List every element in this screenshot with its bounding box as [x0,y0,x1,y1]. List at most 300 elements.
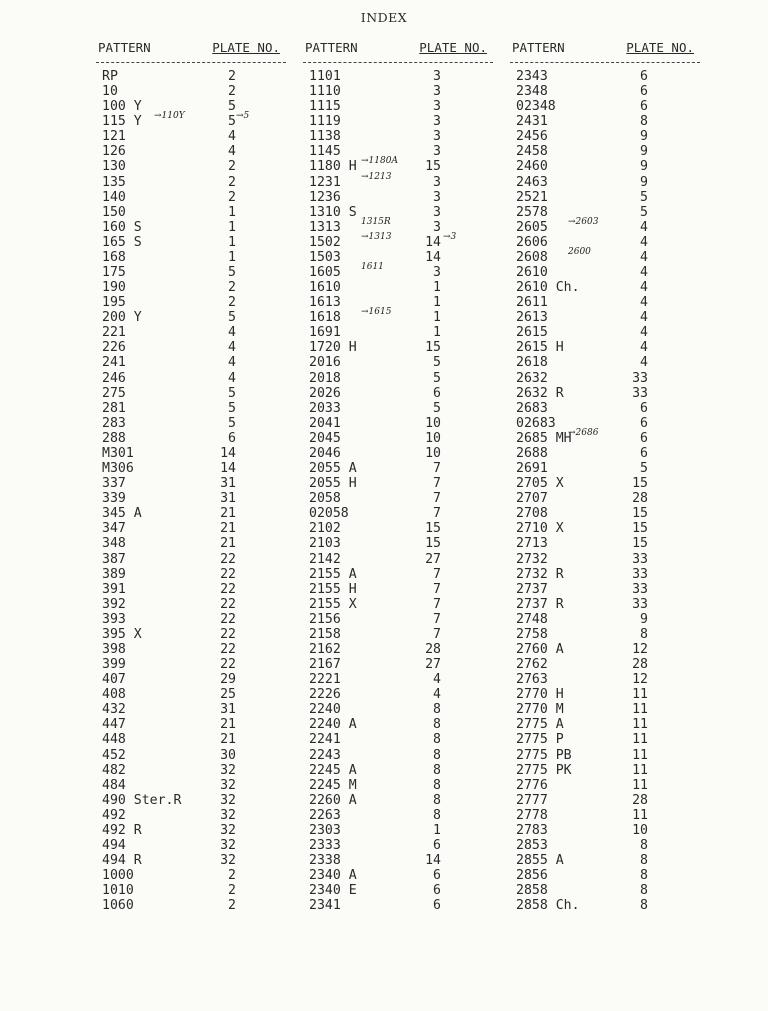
plate-number-value: 8 [640,114,648,130]
pattern-value: 2758 [516,626,548,642]
index-entry [303,205,493,220]
plate-number-value: 1 [228,234,236,250]
handwritten-annotation: →110Y [154,111,185,122]
plate-number-value: 2 [228,69,236,84]
plate-number-value: 11 [632,747,648,763]
plate-number-value: 11 [632,807,648,823]
pattern-value: 2340 A [309,868,357,884]
index-entry [303,883,493,898]
index-entry [303,190,493,205]
pattern-value: 1310 S [309,204,357,220]
plate-number-value: 7 [433,476,441,492]
index-entry [303,838,493,853]
index-entry [303,386,493,401]
plate-number-value: 9 [640,159,648,175]
plate-number-value: 11 [632,732,648,748]
plate-number-value: 10 [425,445,441,461]
plate-number-value: 4 [228,355,236,371]
plate-number-value: 11 [632,687,648,703]
index-entry [96,732,286,747]
pattern-value: 2578 [516,204,548,220]
plate-number-value: 15 [632,476,648,492]
index-entry [510,69,700,84]
pattern-value: 281 [102,400,126,416]
index-entry [303,159,493,174]
plate-number-value: 32 [220,762,236,778]
handwritten-annotation: 2600 [568,246,591,257]
pattern-value: 160 S [102,219,142,235]
plate-number-value: 5 [228,415,236,431]
pattern-value: 221 [102,325,126,341]
pattern-value: 2058 [309,491,341,507]
pattern-value: 1119 [309,114,341,130]
index-entry [510,190,700,205]
index-entry [510,627,700,642]
plate-number-value: 9 [640,611,648,627]
index-entry [303,340,493,355]
pattern-value: 140 [102,189,126,205]
pattern-value: 2615 [516,325,548,341]
plate-no-header: PLATE NO. [419,40,487,55]
index-entry [510,401,700,416]
plate-number-value: 10 [425,415,441,431]
plate-number-value: 10 [425,430,441,446]
column-header [96,40,286,63]
pattern-value: 2732 [516,551,548,567]
plate-number-value: 2 [228,295,236,311]
index-entry [303,702,493,717]
pattern-value: 337 [102,476,126,492]
pattern-value: 1115 [309,99,341,115]
plate-number-value: 28 [632,657,648,673]
pattern-value: 2142 [309,551,341,567]
pattern-value: 246 [102,370,126,386]
plate-number-value: 5 [640,461,648,477]
plate-number-value: 8 [640,626,648,642]
plate-number-value: 11 [632,777,648,793]
pattern-value: 1691 [309,325,341,341]
index-entry [510,612,700,627]
pattern-value: 2732 R [516,566,564,582]
index-entry [303,491,493,506]
plate-number-value: 25 [220,687,236,703]
index-entry [510,536,700,551]
index-entry [510,732,700,747]
index-entry [510,114,700,129]
plate-number-value: 5 [228,400,236,416]
pattern-value: 2608 [516,249,548,265]
pattern-value: 02058 [309,506,349,522]
index-entry [96,265,286,280]
pattern-value: 288 [102,430,126,446]
pattern-value: 2263 [309,807,341,823]
pattern-value: 2456 [516,129,548,145]
index-entry [510,853,700,868]
plate-number-value: 33 [632,385,648,401]
index-entry [96,552,286,567]
plate-number-value: 21 [220,536,236,552]
plate-number-value: 14 [425,853,441,869]
pattern-value: 2156 [309,611,341,627]
pattern-value: 2431 [516,114,548,130]
plate-number-value: 14 [425,249,441,265]
pattern-value: 195 [102,295,126,311]
plate-number-value: 1 [433,325,441,341]
plate-number-value: 15 [425,159,441,175]
plate-number-value: 4 [640,310,648,326]
pattern-value: 391 [102,581,126,597]
column-header [510,40,700,63]
plate-number-value: 1 [228,204,236,220]
index-entry [303,808,493,823]
pattern-value: 175 [102,265,126,281]
pattern-header: PATTERN [512,40,565,55]
pattern-value: 2243 [309,747,341,763]
plate-number-value: 9 [640,144,648,160]
plate-number-value: 6 [640,400,648,416]
index-entry [96,491,286,506]
index-entry [303,476,493,491]
pattern-value: 2016 [309,355,341,371]
plate-number-value: 21 [220,732,236,748]
index-entry [96,763,286,778]
pattern-value: 2632 [516,370,548,386]
pattern-value: 2737 [516,581,548,597]
index-entry [510,84,700,99]
pattern-value: 2155 X [309,596,357,612]
plate-number-value: 6 [433,868,441,884]
plate-number-value: 7 [433,596,441,612]
plate-number-value: 15 [425,340,441,356]
pattern-value: 2162 [309,641,341,657]
plate-number-value: 5 [228,265,236,281]
pattern-value: 2046 [309,445,341,461]
pattern-value: 2705 X [516,476,564,492]
handwritten-annotation: →3 [443,231,457,242]
index-entry [303,823,493,838]
plate-number-value: 8 [433,792,441,808]
index-column-3 [510,40,700,913]
index-entry [303,687,493,702]
index-entry [303,597,493,612]
plate-number-value: 8 [433,762,441,778]
plate-number-value: 2 [228,174,236,190]
pattern-value: 1236 [309,189,341,205]
plate-number-value: 8 [433,777,441,793]
pattern-value: 407 [102,672,126,688]
index-entry [510,868,700,883]
plate-number-value: 32 [220,807,236,823]
pattern-value: 283 [102,415,126,431]
index-entry [303,325,493,340]
index-entry [96,702,286,717]
plate-number-value: 8 [433,702,441,718]
pattern-value: 392 [102,596,126,612]
pattern-value: 2775 PK [516,762,572,778]
index-entry [510,175,700,190]
pattern-value: 2855 A [516,853,564,869]
pattern-value: 2155 A [309,566,357,582]
index-entry [96,853,286,868]
pattern-value: 2341 [309,898,341,914]
plate-number-value: 22 [220,566,236,582]
index-entry [303,220,493,235]
handwritten-annotation: 1611 [361,262,384,273]
plate-number-value: 7 [433,506,441,522]
pattern-value: 1613 [309,295,341,311]
index-entry [96,612,286,627]
index-entry [510,808,700,823]
plate-number-value: 9 [640,174,648,190]
pattern-value: 2155 H [309,581,357,597]
pattern-value: 2045 [309,430,341,446]
plate-number-value: 6 [640,430,648,446]
index-entry [303,717,493,732]
plate-number-value: 27 [425,657,441,673]
index-entry [303,310,493,325]
index-entry [96,386,286,401]
index-entry [510,99,700,114]
pattern-value: 168 [102,249,126,265]
plate-number-value: 4 [640,325,648,341]
pattern-value: 2708 [516,506,548,522]
pattern-value: 1720 H [309,340,357,356]
index-entry [510,506,700,521]
pattern-value: 275 [102,385,126,401]
index-entry [303,582,493,597]
pattern-value: 482 [102,762,126,778]
pattern-value: 2688 [516,445,548,461]
index-entry [96,597,286,612]
plate-number-value: 6 [433,883,441,899]
index-entry [303,114,493,129]
plate-number-value: 3 [433,69,441,84]
plate-number-value: 5 [433,370,441,386]
pattern-value: 492 [102,807,126,823]
pattern-value: 2221 [309,672,341,688]
index-entry [303,748,493,763]
index-entry [510,431,700,446]
index-entry [303,69,493,84]
index-entry [96,506,286,521]
pattern-value: 2226 [309,687,341,703]
index-entry [303,612,493,627]
index-entry [510,748,700,763]
plate-number-value: 4 [228,325,236,341]
plate-number-value: 5 [433,355,441,371]
index-entry [510,280,700,295]
column-header [303,40,493,63]
pattern-value: 1138 [309,129,341,145]
plate-number-value: 5 [228,385,236,401]
index-entry [510,461,700,476]
index-entry [510,838,700,853]
index-entry [96,99,286,114]
index-entry [96,582,286,597]
pattern-value: 2775 A [516,717,564,733]
index-entry [510,898,700,913]
plate-number-value: 4 [640,280,648,296]
pattern-value: 2041 [309,415,341,431]
index-entry [303,627,493,642]
index-entry [510,778,700,793]
pattern-value: 2778 [516,807,548,823]
pattern-value: M301 [102,445,134,461]
index-entry [96,446,286,461]
index-entry [510,552,700,567]
plate-number-value: 32 [220,822,236,838]
pattern-value: 1180 H [309,159,357,175]
index-entry [303,536,493,551]
pattern-value: 2615 H [516,340,564,356]
plate-number-value: 21 [220,506,236,522]
plate-number-value: 14 [220,445,236,461]
pattern-value: 2340 E [309,883,357,899]
pattern-value: 452 [102,747,126,763]
plate-number-value: 22 [220,581,236,597]
index-entry [303,521,493,536]
pattern-value: 121 [102,129,126,145]
index-entry [510,144,700,159]
pattern-value: 2458 [516,144,548,160]
plate-number-value: 1 [433,822,441,838]
index-entry [510,491,700,506]
plate-number-value: 2 [228,868,236,884]
pattern-value: 2685 MH [516,430,572,446]
plate-number-value: 11 [632,717,648,733]
pattern-value: 1060 [102,898,134,914]
pattern-value: 2783 [516,822,548,838]
pattern-value: 2763 [516,672,548,688]
index-entry [96,521,286,536]
pattern-value: 2760 A [516,641,564,657]
index-entry [96,642,286,657]
index-entry [96,220,286,235]
plate-number-value: 15 [425,521,441,537]
index-entry [96,898,286,913]
index-entry [303,129,493,144]
pattern-value: 2770 H [516,687,564,703]
plate-number-value: 22 [220,551,236,567]
plate-number-value: 32 [220,837,236,853]
plate-number-value: 4 [228,340,236,356]
index-entry [96,114,286,129]
pattern-value: 399 [102,657,126,673]
pattern-value: 339 [102,491,126,507]
pattern-value: 2853 [516,837,548,853]
index-entry [303,371,493,386]
plate-number-value: 6 [228,430,236,446]
pattern-value: 1502 [309,234,341,250]
pattern-value: 347 [102,521,126,537]
pattern-value: 1145 [309,144,341,160]
index-entry [96,84,286,99]
index-entry [96,627,286,642]
plate-number-value: 8 [640,837,648,853]
index-entry [510,355,700,370]
pattern-value: 2610 Ch. [516,280,580,296]
pattern-value: 1000 [102,868,134,884]
plate-number-value: 14 [220,461,236,477]
plate-number-value: 2 [228,159,236,175]
plate-number-value: 27 [425,551,441,567]
index-entry [96,371,286,386]
plate-number-value: 1 [228,249,236,265]
index-entry [510,325,700,340]
index-entry [303,235,493,250]
index-entry [303,175,493,190]
index-entry [510,642,700,657]
index-entry [303,763,493,778]
pattern-value: 2618 [516,355,548,371]
plate-number-value: 4 [640,234,648,250]
plate-number-value: 1 [433,280,441,296]
pattern-value: 490 Ster.R [102,792,182,808]
pattern-value: 200 Y [102,310,142,326]
pattern-value: 02683 [516,415,556,431]
plate-number-value: 33 [632,551,648,567]
handwritten-annotation: →2603 [568,216,599,227]
pattern-value: RP [102,69,118,84]
handwritten-annotation: 1315R [361,216,391,227]
handwritten-annotation: →1313 [361,231,392,242]
index-entry [96,355,286,370]
index-entry [96,748,286,763]
index-entry [96,235,286,250]
plate-number-value: 14 [425,234,441,250]
index-entry [96,129,286,144]
plate-number-value: 22 [220,657,236,673]
index-entry [510,657,700,672]
pattern-value: 1110 [309,84,341,100]
index-entry [96,431,286,446]
index-entry [96,883,286,898]
pattern-value: 492 R [102,822,142,838]
plate-number-value: 31 [220,702,236,718]
index-entry [96,159,286,174]
pattern-value: 2858 [516,883,548,899]
index-entry [303,732,493,747]
plate-number-value: 7 [433,491,441,507]
handwritten-annotation: →1615 [361,307,392,318]
pattern-value: 02348 [516,99,556,115]
pattern-value: 1010 [102,883,134,899]
plate-number-value: 3 [433,174,441,190]
index-entry [96,687,286,702]
plate-number-value: 3 [433,144,441,160]
pattern-value: 1313 [309,219,341,235]
pattern-value: 2858 Ch. [516,898,580,914]
pattern-value: 126 [102,144,126,160]
index-entry [303,672,493,687]
pattern-value: 2521 [516,189,548,205]
plate-number-value: 4 [640,249,648,265]
handwritten-annotation: →2686 [568,427,599,438]
index-entry [510,582,700,597]
index-column-1 [96,40,286,913]
index-entry [303,401,493,416]
index-entry [510,220,700,235]
plate-number-value: 2 [228,189,236,205]
pattern-value: 2303 [309,822,341,838]
index-entry [510,386,700,401]
index-entry [303,793,493,808]
plate-number-value: 5 [640,189,648,205]
plate-number-value: 33 [632,596,648,612]
pattern-value: 1503 [309,249,341,265]
index-entry [510,521,700,536]
index-entry [96,310,286,325]
